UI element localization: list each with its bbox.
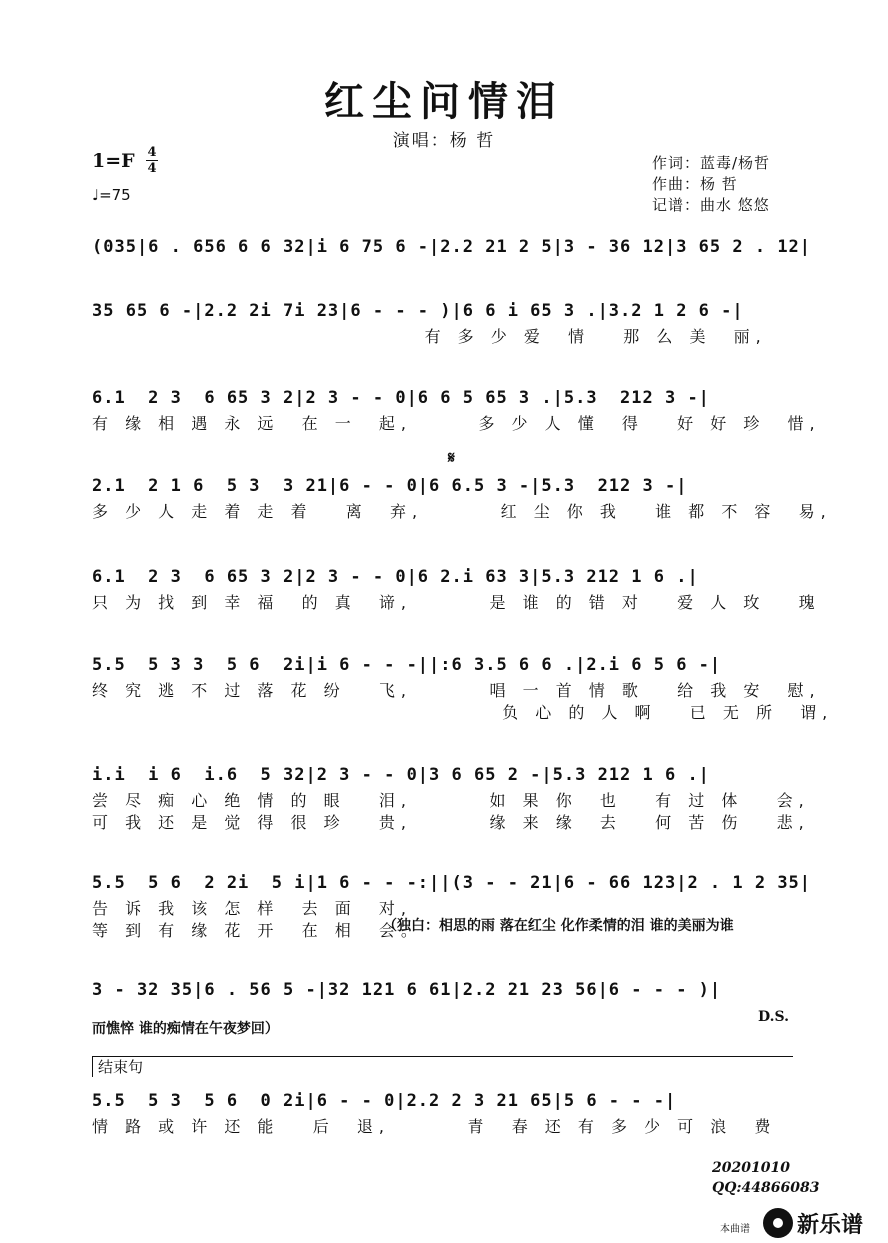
lyric-line-4a: 多 少 人 走 着 走 着 离 弃, 红 尘 你 我 谁 都 不 容 易,: [92, 502, 832, 521]
notation-line-4: 2.1 2 1 6 5 3 3 21|6 - - 0|6 6.5 3 -|5.3 212 3 -|: [92, 476, 688, 496]
lyric-line-7a: 尝 尽 痴 心 绝 情 的 眼 泪, 如 果 你 也 有 过 体 会,: [92, 791, 810, 810]
notation-line-8: 5.5 5 6 2 2i 5 i|1 6 - - -:||(3 - - 21|6 - 66 123|2 . 1 2 35|: [92, 873, 812, 893]
stave-line-5: [92, 562, 821, 614]
stave-line-6: [92, 650, 834, 724]
notation-line-7: i.i i 6 i.6 5 32|2 3 - - 0|3 6 65 2 -|5.3 212 1 6 .|: [92, 765, 710, 785]
brand-prefix: 本曲谱: [720, 1224, 750, 1235]
stave-line-3: [92, 383, 821, 435]
lyric-line-5a: 只 为 找 到 幸 福 的 真 谛, 是 谁 的 错 对 爱 人 玫 瑰: [92, 593, 821, 612]
monologue-text-1: （独白：相思的雨 落在红尘 化作柔情的泪 谁的美丽为谁: [383, 918, 734, 934]
lyric-line-8b: 等 到 有 缘 花 开 在 相 会。: [92, 921, 423, 940]
notation-line-3: 6.1 2 3 6 65 3 2|2 3 - - 0|6 6 5 65 3 .|5.3 212 3 -|: [92, 388, 710, 408]
brand-name: 新乐谱: [797, 1213, 864, 1238]
ending-bracket: [92, 1056, 793, 1077]
footer-date-block: [712, 1158, 820, 1198]
composer-credit: 作曲：杨 哲: [652, 175, 738, 193]
stave-line-1: [92, 232, 812, 262]
time-signature-top: 4: [147, 145, 157, 160]
segno-sign: 𝄋: [448, 448, 455, 467]
credits-block: [652, 153, 770, 216]
notation-line-10: 5.5 5 3 5 6 0 2i|6 - - 0|2.2 2 3 21 65|5 6 - - -|: [92, 1091, 677, 1111]
footer-date: 20201010: [712, 1160, 790, 1176]
stave-line-9: [92, 975, 798, 1005]
stave-line-4: [92, 471, 832, 523]
singer-credit: 演唱：杨 哲: [392, 131, 496, 151]
song-title: 红尘问情泪: [324, 78, 564, 125]
lyric-line-2a: 有 多 少 爱 情 那 么 美 丽,: [92, 327, 767, 346]
lyric-line-6a: 终 究 逃 不 过 落 花 纷 飞, 唱 一 首 情 歌 给 我 安 慰,: [92, 681, 821, 700]
brand-logo-icon: [763, 1208, 793, 1238]
time-signature-bottom: 4: [147, 161, 157, 176]
time-signature: [146, 146, 158, 175]
footer-qq: QQ:44866083: [712, 1180, 820, 1196]
ds-marking: D.S.: [758, 1009, 790, 1025]
notation-line-9: 3 - 32 35|6 . 56 5 -|32 121 6 61|2.2 21 23 56|6 - - - )|: [92, 980, 722, 1000]
tempo-marking: ♩=75: [92, 186, 131, 204]
notation-line-5: 6.1 2 3 6 65 3 2|2 3 - - 0|6 2.i 63 3|5.3 212 1 6 .|: [92, 567, 699, 587]
key-signature: 1=F: [92, 150, 135, 172]
stave-line-2: [92, 296, 798, 348]
lyric-line-3a: 有 缘 相 遇 永 远 在 一 起, 多 少 人 懂 得 好 好 珍 惜,: [92, 414, 821, 433]
stave-line-10: [92, 1086, 798, 1138]
notation-line-2: 35 65 6 -|2.2 2i 7i 23|6 - - - )|6 6 i 65 3 .|3.2 1 2 6 -|: [92, 301, 744, 321]
lyric-line-7b: 可 我 还 是 觉 得 很 珍 贵, 缘 来 缘 去 何 苦 伤 悲,: [92, 813, 810, 832]
transcriber-credit: 记谱：曲水 悠悠: [652, 196, 770, 214]
lyric-line-6b: 负 心 的 人 啊 已 无 所 谓,: [92, 703, 834, 722]
notation-line-6: 5.5 5 3 3 5 6 2i|i 6 - - -||:6 3.5 6 6 .|2.i 6 5 6 -|: [92, 655, 722, 675]
lyric-line-10a: 情 路 或 许 还 能 后 退, 青 春 还 有 多 少 可 浪 费: [92, 1117, 777, 1136]
ending-label: 结束句: [98, 1058, 144, 1076]
lyricist-credit: 作词：蓝毒/杨哲: [652, 154, 771, 172]
notation-line-1: (035|6 . 656 6 6 32|i 6 75 6 -|2.2 21 2 5|3 - 36 12|3 65 2 . 12|: [92, 237, 812, 257]
lyric-line-8a: 告 诉 我 该 怎 样 去 面 对,: [92, 899, 412, 918]
monologue-text-2: 而憔悴 谁的痴情在午夜梦回）: [92, 1021, 279, 1037]
stave-line-7: [92, 760, 810, 834]
